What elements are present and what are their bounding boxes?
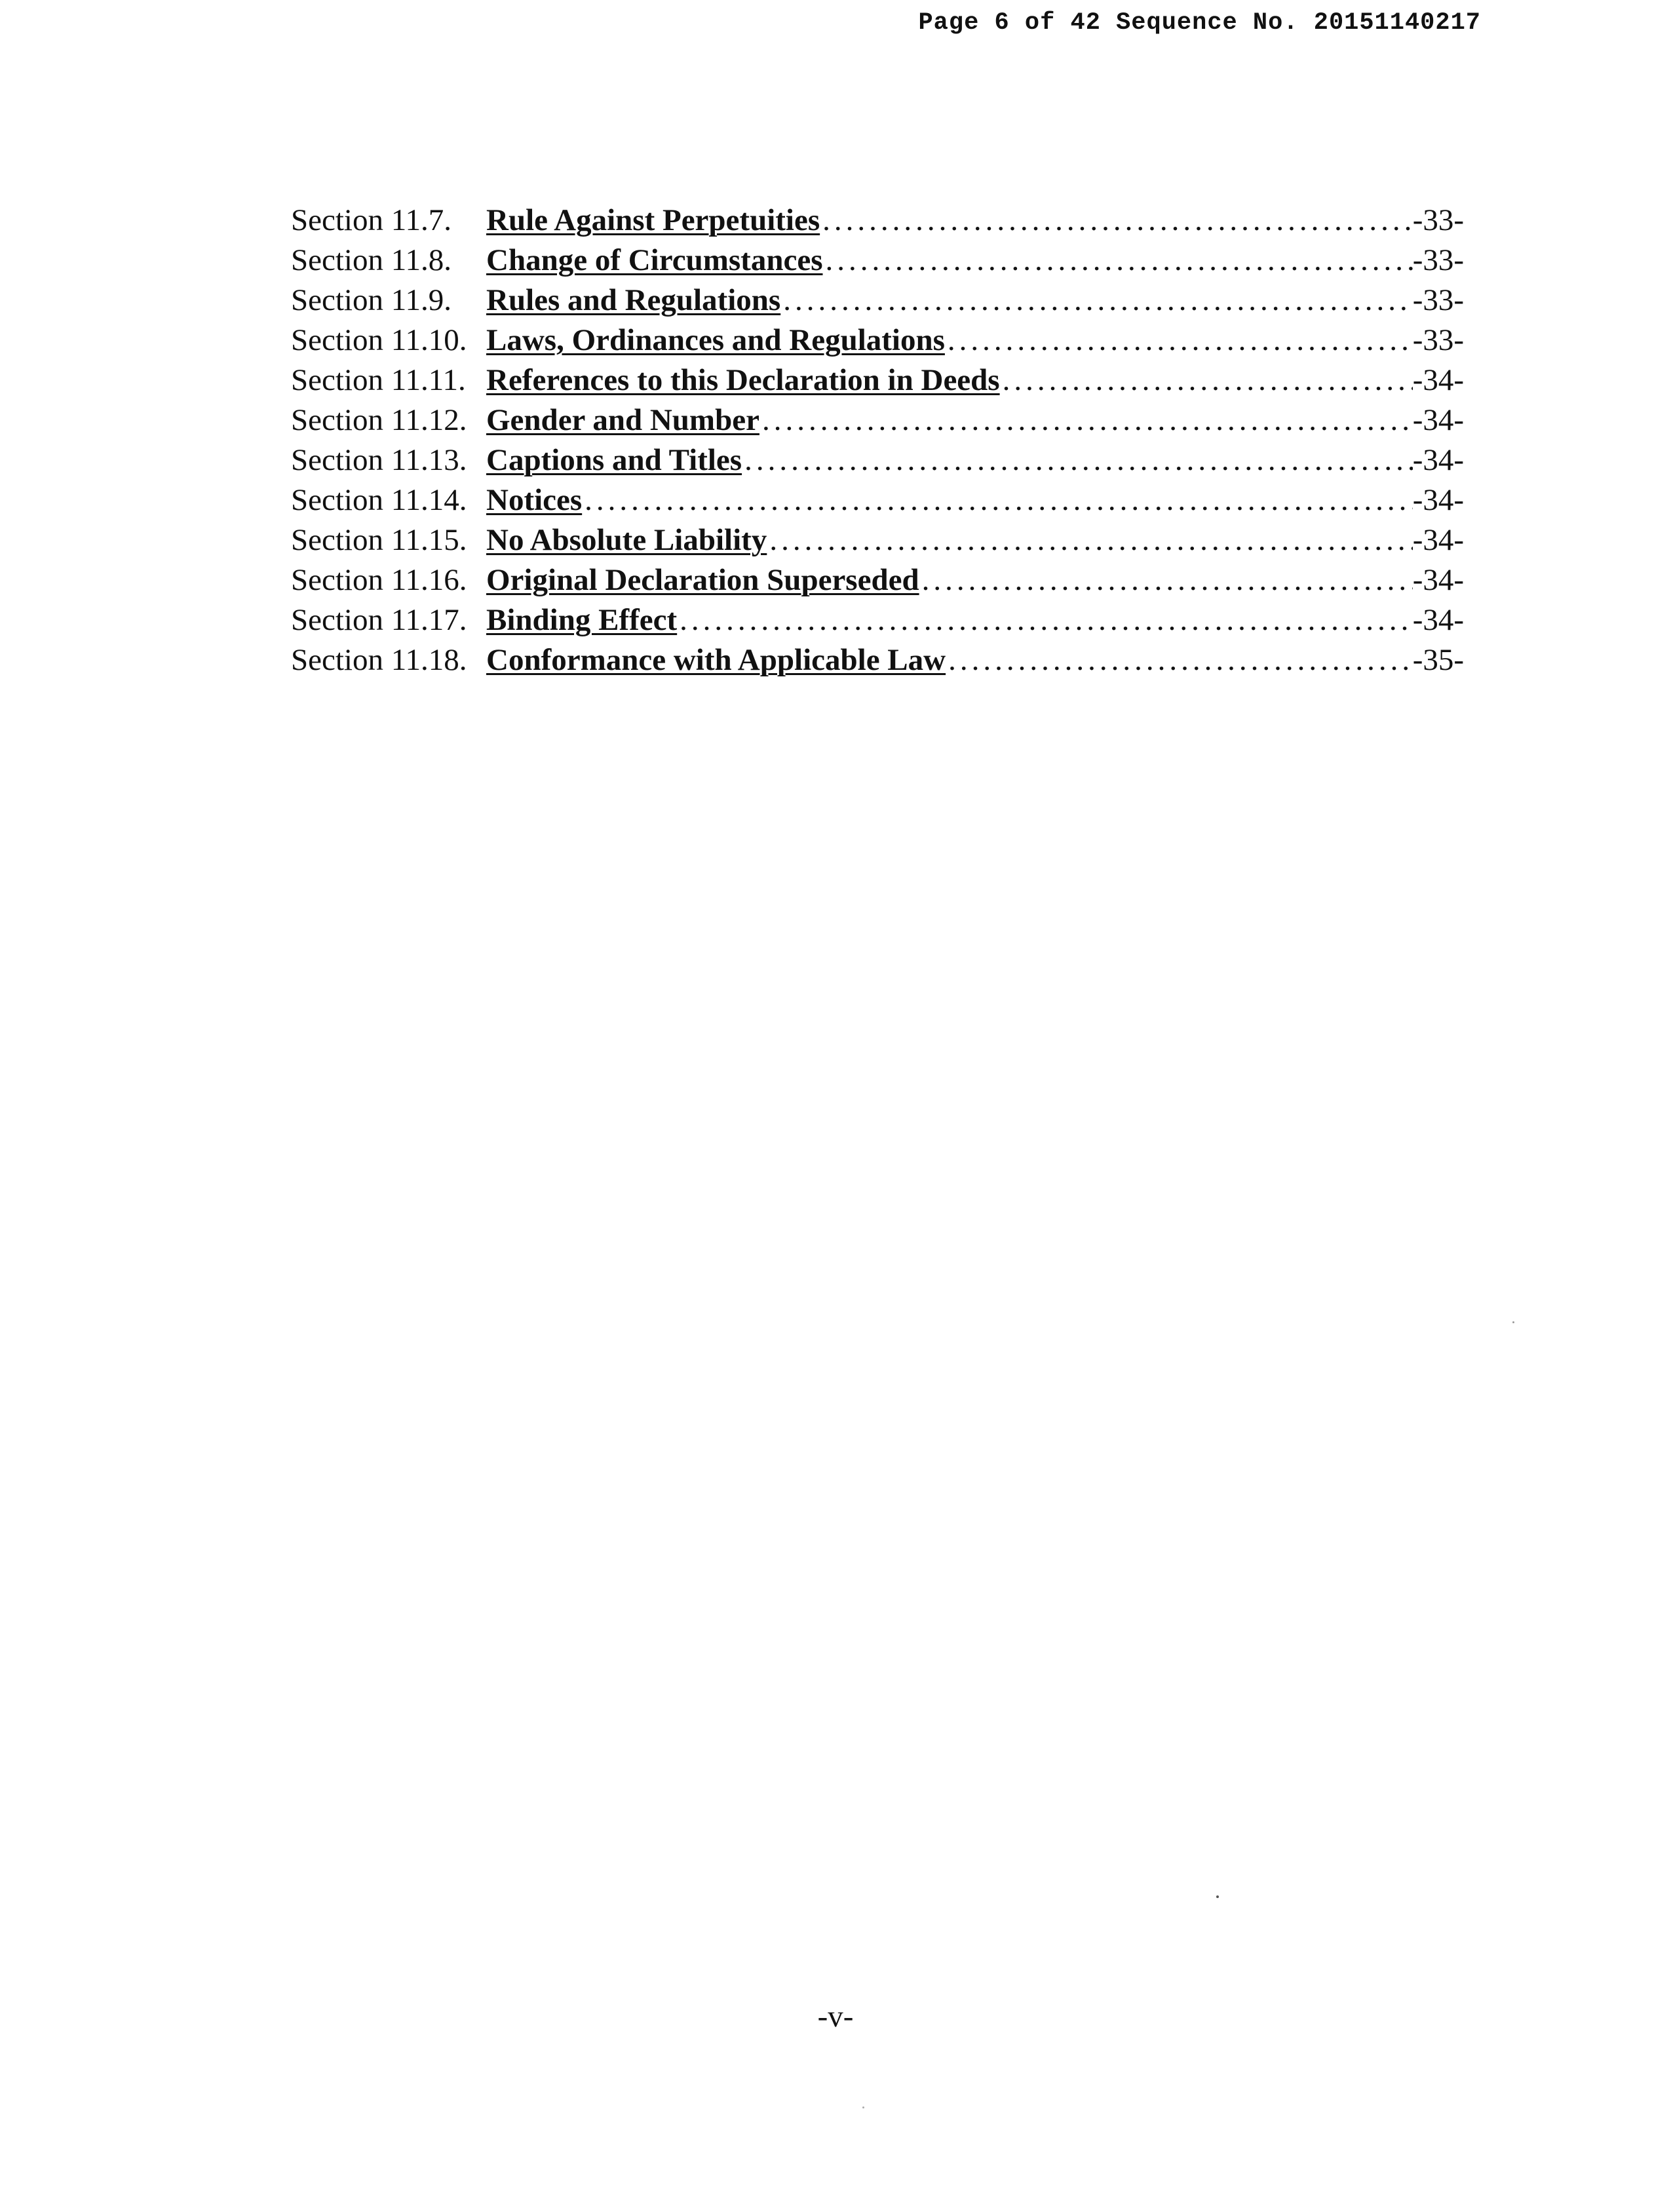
toc-section-title: Rule Against Perpetuities [486,203,820,237]
toc-dot-leader [780,281,1412,320]
toc-section-number: Section 11.9. [291,283,451,317]
toc-page-ref: -34- [1412,403,1464,437]
footer-page-number: -v- [817,2000,854,2034]
scan-speck [1512,1321,1514,1323]
scan-speck [1216,1895,1219,1898]
toc-dot-leader [946,640,1413,680]
toc-section-title: Notices [486,483,583,517]
toc-section-number: Section 11.12. [291,403,467,437]
toc-section-title: Original Declaration Superseded [486,563,919,597]
toc-page-ref: -33- [1412,203,1464,237]
toc-section-number: Section 11.13. [291,443,467,477]
toc-dot-leader [767,520,1412,560]
toc-entry[interactable] [291,440,1464,480]
toc-entry[interactable] [291,600,1464,640]
toc-section-title: Gender and Number [486,403,759,437]
toc-section-number: Section 11.7. [291,203,451,237]
toc-page-ref: -33- [1412,323,1464,357]
toc-dot-leader [582,480,1413,520]
toc-entry[interactable] [291,281,1464,320]
toc-section-number: Section 11.18. [291,643,467,677]
toc-dot-leader [823,241,1413,281]
toc-section-title: Rules and Regulations [486,283,781,317]
toc-page-ref: -33- [1412,243,1464,277]
toc-section-number: Section 11.8. [291,243,451,277]
toc-page-ref: -34- [1412,563,1464,597]
toc-section-number: Section 11.11. [291,363,466,397]
toc-entry[interactable] [291,320,1464,360]
toc-section-number: Section 11.14. [291,483,467,517]
toc-entry[interactable] [291,480,1464,520]
toc-section-title: Conformance with Applicable Law [486,643,946,677]
toc-section-title: Change of Circumstances [486,243,823,277]
toc-section-title: Laws, Ordinances and Regulations [486,323,945,357]
toc-entry[interactable] [291,560,1464,600]
toc-section-title: References to this Declaration in Deeds [486,363,1000,397]
toc-page-ref: -33- [1412,283,1464,317]
page-sequence-stamp: Page 6 of 42 Sequence No. 20151140217 [918,9,1481,37]
toc-page-ref: -34- [1412,523,1464,557]
toc-page-ref: -34- [1412,363,1464,397]
toc-section-title: Captions and Titles [486,443,742,477]
toc-dot-leader [919,560,1413,600]
scan-speck [862,2106,864,2108]
toc-section-title: No Absolute Liability [486,523,767,557]
toc-section-title: Binding Effect [486,603,678,637]
toc-dot-leader [742,440,1413,480]
toc-entry[interactable] [291,400,1464,440]
toc-entry[interactable] [291,520,1464,560]
toc-entry[interactable] [291,201,1464,241]
toc-section-number: Section 11.10. [291,323,467,357]
toc-page-ref: -35- [1412,643,1464,677]
toc-section-number: Section 11.15. [291,523,467,557]
toc-dot-leader [820,201,1413,241]
toc-page-ref: -34- [1412,483,1464,517]
toc-section-number: Section 11.16. [291,563,467,597]
toc-dot-leader [945,320,1413,360]
toc-dot-leader [677,600,1413,640]
toc-dot-leader [1000,360,1413,400]
toc-dot-leader [759,400,1413,440]
table-of-contents [291,201,1464,680]
toc-entry[interactable] [291,360,1464,400]
toc-section-number: Section 11.17. [291,603,467,637]
toc-entry[interactable] [291,241,1464,281]
toc-entry[interactable] [291,640,1464,680]
toc-page-ref: -34- [1412,443,1464,477]
toc-page-ref: -34- [1412,603,1464,637]
